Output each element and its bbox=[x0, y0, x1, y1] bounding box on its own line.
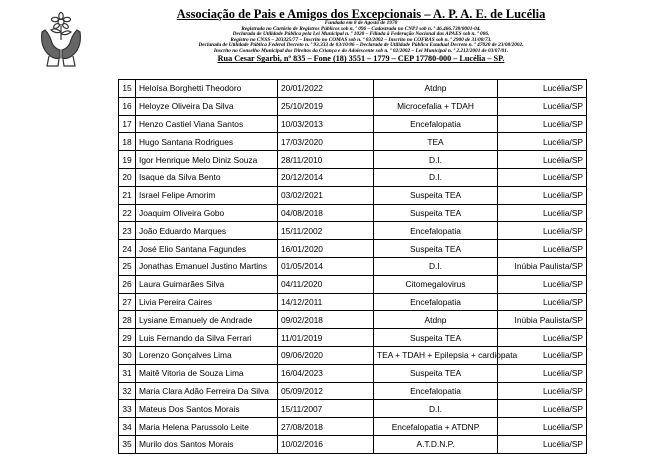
city-cell: Inúbia Paulista/SP bbox=[498, 257, 587, 275]
diagnosis-cell: Encefalopatia bbox=[374, 222, 498, 240]
city-cell: Lucélia/SP bbox=[498, 293, 587, 311]
student-name-cell: Hugo Santana Rodrigues bbox=[136, 133, 278, 151]
row-number-cell: 19 bbox=[119, 151, 136, 169]
diagnosis-cell: Encefalopatia bbox=[374, 382, 498, 400]
city-cell: Lucélia/SP bbox=[498, 275, 587, 293]
table-row bbox=[119, 240, 587, 258]
row-number-cell: 18 bbox=[119, 133, 136, 151]
city-cell: Lucélia/SP bbox=[498, 346, 587, 364]
student-name-cell: João Eduardo Marques bbox=[136, 222, 278, 240]
row-number-cell: 22 bbox=[119, 204, 136, 222]
table-row bbox=[119, 133, 587, 151]
table-row bbox=[119, 275, 587, 293]
table-row bbox=[119, 115, 587, 133]
council-line: Inscrito no Conselho Municipal dos Direitos da Criança e do Adolescente sob n. º 02/2002 – Lei Municipal n. º 2.212/2001 de 03/07/01. bbox=[213, 47, 509, 54]
hands-holding-flower-icon bbox=[36, 10, 86, 68]
city-cell: Inúbia Paulista/SP bbox=[498, 311, 587, 329]
row-number-cell: 21 bbox=[119, 186, 136, 204]
diagnosis-cell: Suspeita TEA bbox=[374, 240, 498, 258]
diagnosis-cell: Encefalopatia + ATDNP bbox=[374, 418, 498, 436]
birth-date-cell: 01/05/2014 bbox=[278, 257, 374, 275]
birth-date-cell: 10/02/2016 bbox=[278, 435, 374, 453]
diagnosis-cell: D.I. bbox=[374, 257, 498, 275]
table-row bbox=[119, 97, 587, 115]
city-cell: Lucélia/SP bbox=[498, 80, 587, 98]
student-name-cell: Heloyze Oliveira Da Silva bbox=[136, 97, 278, 115]
birth-date-cell: 03/02/2021 bbox=[278, 186, 374, 204]
diagnosis-cell: Encefalopatia bbox=[374, 293, 498, 311]
city-cell: Lucélia/SP bbox=[498, 168, 587, 186]
city-cell: Lucélia/SP bbox=[498, 329, 587, 347]
apae-logo bbox=[36, 10, 86, 68]
birth-date-cell: 04/08/2018 bbox=[278, 204, 374, 222]
student-name-cell: José Elio Santana Fagundes bbox=[136, 240, 278, 258]
table-row bbox=[119, 151, 587, 169]
city-cell: Lucélia/SP bbox=[498, 151, 587, 169]
table-row bbox=[119, 346, 587, 364]
table-row bbox=[119, 382, 587, 400]
row-number-cell: 29 bbox=[119, 329, 136, 347]
diagnosis-cell: TEA bbox=[374, 133, 498, 151]
diagnosis-cell: D.I. bbox=[374, 151, 498, 169]
birth-date-cell: 09/02/2018 bbox=[278, 311, 374, 329]
student-name-cell: Luis Fernando da Silva Ferrari bbox=[136, 329, 278, 347]
table-row bbox=[119, 204, 587, 222]
city-cell: Lucélia/SP bbox=[498, 97, 587, 115]
row-number-cell: 31 bbox=[119, 364, 136, 382]
birth-date-cell: 25/10/2019 bbox=[278, 97, 374, 115]
diagnosis-cell: Suspeita TEA bbox=[374, 329, 498, 347]
table-row bbox=[119, 329, 587, 347]
city-cell: Lucélia/SP bbox=[498, 115, 587, 133]
student-name-cell: Lorenzo Gonçalves Lima bbox=[136, 346, 278, 364]
founded-line: Fundada em 8 de Agosto de 1970 bbox=[324, 20, 398, 27]
row-number-cell: 15 bbox=[119, 80, 136, 98]
students-table bbox=[118, 79, 587, 454]
diagnosis-cell: Suspeita TEA bbox=[374, 364, 498, 382]
diagnosis-cell: TEA + TDAH + Epilepsia + cardiopata bbox=[374, 346, 498, 364]
table-row bbox=[119, 364, 587, 382]
birth-date-cell: 15/11/2002 bbox=[278, 222, 374, 240]
diagnosis-cell: Atdnp bbox=[374, 80, 498, 98]
birth-date-cell: 10/03/2013 bbox=[278, 115, 374, 133]
student-name-cell: Igor Henrique Melo Diniz Souza bbox=[136, 151, 278, 169]
table-row bbox=[119, 311, 587, 329]
address-line: Rua Cesar Sgarbi, nº 835 – Fone (18) 3551 – 1779 – CEP 17780-000 – Lucélia – SP. bbox=[217, 54, 505, 64]
birth-date-cell: 04/11/2020 bbox=[278, 275, 374, 293]
row-number-cell: 34 bbox=[119, 418, 136, 436]
diagnosis-cell: D.I. bbox=[374, 168, 498, 186]
table-row bbox=[119, 168, 587, 186]
birth-date-cell: 05/09/2012 bbox=[278, 382, 374, 400]
student-name-cell: Maria Clara Adão Ferreira Da Silva bbox=[136, 382, 278, 400]
birth-date-cell: 20/12/2014 bbox=[278, 168, 374, 186]
diagnosis-cell: Citomegalovirus bbox=[374, 275, 498, 293]
student-name-cell: Maitê Vitoria de Souza Lima bbox=[136, 364, 278, 382]
birth-date-cell: 16/04/2023 bbox=[278, 364, 374, 382]
diagnosis-cell: A.T.D.N.P. bbox=[374, 435, 498, 453]
birth-date-cell: 27/08/2018 bbox=[278, 418, 374, 436]
registry-line: Registrada no Cartório de Registros Públicos sob n. º 096 – Cadastrada no CNPJ sob n. º 46.466.738/0001-04. bbox=[241, 25, 481, 32]
student-name-cell: Lysiane Emanuely de Andrade bbox=[136, 311, 278, 329]
row-number-cell: 27 bbox=[119, 293, 136, 311]
students-table-body bbox=[119, 80, 587, 454]
row-number-cell: 20 bbox=[119, 168, 136, 186]
row-number-cell: 16 bbox=[119, 97, 136, 115]
student-name-cell: Joaquim Oliveira Gobo bbox=[136, 204, 278, 222]
student-name-cell: Jonathas Emanuel Justino Martins bbox=[136, 257, 278, 275]
birth-date-cell: 09/06/2020 bbox=[278, 346, 374, 364]
table-row bbox=[119, 257, 587, 275]
row-number-cell: 24 bbox=[119, 240, 136, 258]
birth-date-cell: 15/11/2007 bbox=[278, 400, 374, 418]
diagnosis-cell: Suspeita TEA bbox=[374, 204, 498, 222]
city-cell: Lucélia/SP bbox=[498, 186, 587, 204]
student-name-cell: Israel Felipe Amorim bbox=[136, 186, 278, 204]
municipal-utility-line: Declarada de Utilidade Pública pela Lei Municipal n. º 1020 – Filiada à Federação Nacional das APAES sob n. º 086. bbox=[232, 31, 490, 38]
diagnosis-cell: Encefalopatia bbox=[374, 115, 498, 133]
city-cell: Lucélia/SP bbox=[498, 400, 587, 418]
birth-date-cell: 28/11/2010 bbox=[278, 151, 374, 169]
diagnosis-cell: Atdnp bbox=[374, 311, 498, 329]
birth-date-cell: 14/12/2011 bbox=[278, 293, 374, 311]
table-row bbox=[119, 186, 587, 204]
table-row bbox=[119, 80, 587, 98]
table-row bbox=[119, 222, 587, 240]
row-number-cell: 33 bbox=[119, 400, 136, 418]
row-number-cell: 35 bbox=[119, 435, 136, 453]
birth-date-cell: 17/03/2020 bbox=[278, 133, 374, 151]
row-number-cell: 23 bbox=[119, 222, 136, 240]
table-row bbox=[119, 435, 587, 453]
city-cell: Lucélia/SP bbox=[498, 364, 587, 382]
row-number-cell: 25 bbox=[119, 257, 136, 275]
city-cell: Lucélia/SP bbox=[498, 240, 587, 258]
table-row bbox=[119, 400, 587, 418]
cnss-line: Registro no CNSS – 203325/77 – Inscrito no COMAS sob n. º 03/2002 – Inscrito no COFRAS sob n. º 2900 de 31/08/73. bbox=[230, 36, 492, 43]
student-name-cell: Henzo Castiel Viana Santos bbox=[136, 115, 278, 133]
row-number-cell: 30 bbox=[119, 346, 136, 364]
row-number-cell: 26 bbox=[119, 275, 136, 293]
student-name-cell: Livia Pereira Caires bbox=[136, 293, 278, 311]
organization-title: Associação de Pais e Amigos dos Excepcionais – A. P. A. E. de Lucélia bbox=[176, 7, 546, 21]
city-cell: Lucélia/SP bbox=[498, 435, 587, 453]
row-number-cell: 32 bbox=[119, 382, 136, 400]
city-cell: Lucélia/SP bbox=[498, 204, 587, 222]
birth-date-cell: 11/01/2019 bbox=[278, 329, 374, 347]
table-row bbox=[119, 293, 587, 311]
diagnosis-cell: Suspeita TEA bbox=[374, 186, 498, 204]
student-name-cell: Laura Guimarães Silva bbox=[136, 275, 278, 293]
diagnosis-cell: D.I. bbox=[374, 400, 498, 418]
federal-utility-line: Declarada de Utilidade Pública Federal Decreto n. º 93.333 de 03/10/86 – Declarada de Utilidade Pública Estadual Decreto n. º 47020 de 23/08/2002. bbox=[198, 42, 524, 49]
table-row bbox=[119, 418, 587, 436]
student-name-cell: Murilo dos Santos Morais bbox=[136, 435, 278, 453]
student-name-cell: Mateus Dos Santos Morais bbox=[136, 400, 278, 418]
row-number-cell: 28 bbox=[119, 311, 136, 329]
diagnosis-cell: Microcefalia + TDAH bbox=[374, 97, 498, 115]
student-name-cell: Isaque da Silva Bento bbox=[136, 168, 278, 186]
row-number-cell: 17 bbox=[119, 115, 136, 133]
birth-date-cell: 20/01/2022 bbox=[278, 80, 374, 98]
city-cell: Lucélia/SP bbox=[498, 222, 587, 240]
letterhead bbox=[96, 8, 626, 64]
city-cell: Lucélia/SP bbox=[498, 418, 587, 436]
city-cell: Lucélia/SP bbox=[498, 382, 587, 400]
birth-date-cell: 16/01/2020 bbox=[278, 240, 374, 258]
student-name-cell: Heloísa Borghetti Theodoro bbox=[136, 80, 278, 98]
city-cell: Lucélia/SP bbox=[498, 133, 587, 151]
student-name-cell: Maria Helena Parussolo Leite bbox=[136, 418, 278, 436]
